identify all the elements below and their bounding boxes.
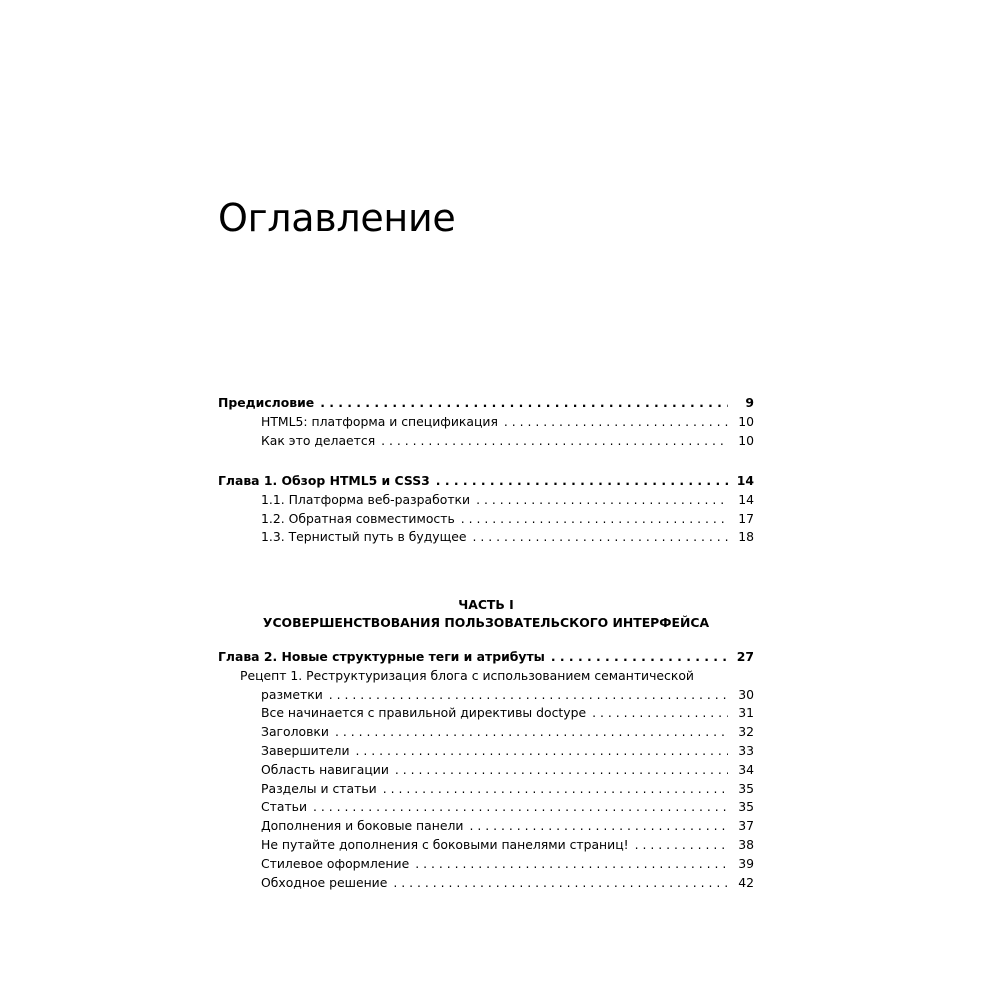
toc-recipe-title-line2: разметки: [261, 686, 323, 702]
toc-entry-title: Заголовки: [261, 724, 329, 740]
dot-leader: [476, 491, 728, 510]
dot-leader: [356, 742, 728, 761]
toc-entry-page: 14: [736, 473, 754, 488]
toc-entry-page: 39: [738, 855, 754, 871]
toc-entry-title: 1.3. Тернистый путь в будущее: [261, 529, 467, 545]
dot-leader: [381, 432, 728, 451]
toc-entry[interactable]: [218, 413, 754, 432]
part-title: УСОВЕРШЕНСТВОВАНИЯ ПОЛЬЗОВАТЕЛЬСКОГО ИНТЕРФЕЙСА: [262, 614, 710, 630]
toc-entry-page: 10: [738, 432, 754, 448]
dot-leader: [592, 704, 728, 723]
toc-entry[interactable]: [218, 491, 754, 510]
toc-entry-page: 10: [738, 413, 754, 429]
dot-leader: [329, 686, 728, 705]
dot-leader: [551, 648, 728, 667]
toc-entry[interactable]: [218, 874, 754, 893]
toc-entry-title: Стилевое оформление: [261, 855, 410, 871]
toc-entry-page: 34: [738, 761, 754, 777]
dot-leader: [504, 413, 728, 432]
dot-leader: [395, 761, 728, 780]
dot-leader: [469, 817, 728, 836]
toc-entry-title: Все начинается с правильной директивы doctype: [261, 705, 587, 721]
dot-leader: [393, 874, 728, 893]
dot-leader: [383, 780, 728, 799]
toc-entry[interactable]: [218, 742, 754, 761]
toc-entry-page: 32: [738, 724, 754, 740]
toc-entry-title: Предисловие: [218, 395, 315, 410]
toc-entry-title: Область навигации: [261, 761, 389, 777]
toc-entry-page: 30: [738, 686, 754, 702]
toc-section-chapter-2: [218, 648, 754, 892]
toc-entry[interactable]: [218, 817, 754, 836]
toc-entry-title: Обходное решение: [261, 874, 388, 890]
toc-entry[interactable]: [218, 723, 754, 742]
toc-entry-title: Не путайте дополнения с боковыми панелями страниц!: [261, 836, 629, 852]
dot-leader: [415, 855, 728, 874]
toc-entry[interactable]: [218, 780, 754, 799]
dot-leader: [335, 723, 728, 742]
part-heading: [218, 596, 754, 631]
toc-entry[interactable]: [218, 432, 754, 451]
toc-entry[interactable]: [218, 836, 754, 855]
toc-entry-page: 9: [745, 395, 754, 410]
toc-section-preface: [218, 394, 754, 450]
toc-entry-page: 31: [738, 705, 754, 721]
toc-entry-title: Завершители: [261, 742, 350, 758]
dot-leader: [635, 836, 728, 855]
dot-leader: [313, 798, 728, 817]
toc-entry[interactable]: [218, 510, 754, 529]
toc-entry[interactable]: [218, 761, 754, 780]
toc-entry-title: Глава 1. Обзор HTML5 и CSS3: [218, 473, 430, 488]
toc-entry-page: 37: [738, 818, 754, 834]
toc-entry-page: 27: [736, 649, 754, 664]
toc-entry-title: Как это делается: [261, 432, 376, 448]
toc-entry-title: Статьи: [261, 799, 308, 815]
toc-entry-title: Дополнения и боковые панели: [261, 818, 464, 834]
toc-entry-page: 42: [738, 874, 754, 890]
toc-entry[interactable]: [218, 472, 754, 491]
toc-entry[interactable]: [218, 528, 754, 547]
part-number: ЧАСТЬ I: [458, 597, 514, 612]
toc-entry-page: 14: [738, 491, 754, 507]
toc-entry-page: 35: [738, 799, 754, 815]
page-title: Оглавление: [218, 196, 456, 240]
toc-entry-title: 1.2. Обратная совместимость: [261, 510, 455, 526]
toc-entry[interactable]: [218, 798, 754, 817]
toc-entry-page: 38: [738, 836, 754, 852]
toc-entry-title: Разделы и статьи: [261, 780, 377, 796]
dot-leader: [473, 528, 728, 547]
toc-entry-page: 18: [738, 529, 754, 545]
dot-leader: [461, 510, 728, 529]
toc-entry-page: 33: [738, 742, 754, 758]
toc-recipe-title-line1[interactable]: Рецепт 1. Реструктуризация блога с использованием семантической: [240, 667, 694, 683]
toc-entry-title: HTML5: платформа и спецификация: [261, 413, 498, 429]
toc-entry-title: Глава 2. Новые структурные теги и атрибуты: [218, 649, 545, 664]
dot-leader: [320, 394, 728, 413]
toc-entry[interactable]: [218, 648, 754, 667]
toc-entry[interactable]: [218, 394, 754, 413]
toc-entry[interactable]: [218, 704, 754, 723]
toc-entry-page: 17: [738, 510, 754, 526]
toc-entry-title: 1.1. Платформа веб-разработки: [261, 491, 471, 507]
toc-entry[interactable]: [218, 855, 754, 874]
toc-entry-page: 35: [738, 780, 754, 796]
toc-section-chapter-1: [218, 472, 754, 547]
dot-leader: [436, 472, 728, 491]
toc-entry[interactable]: [218, 686, 754, 705]
